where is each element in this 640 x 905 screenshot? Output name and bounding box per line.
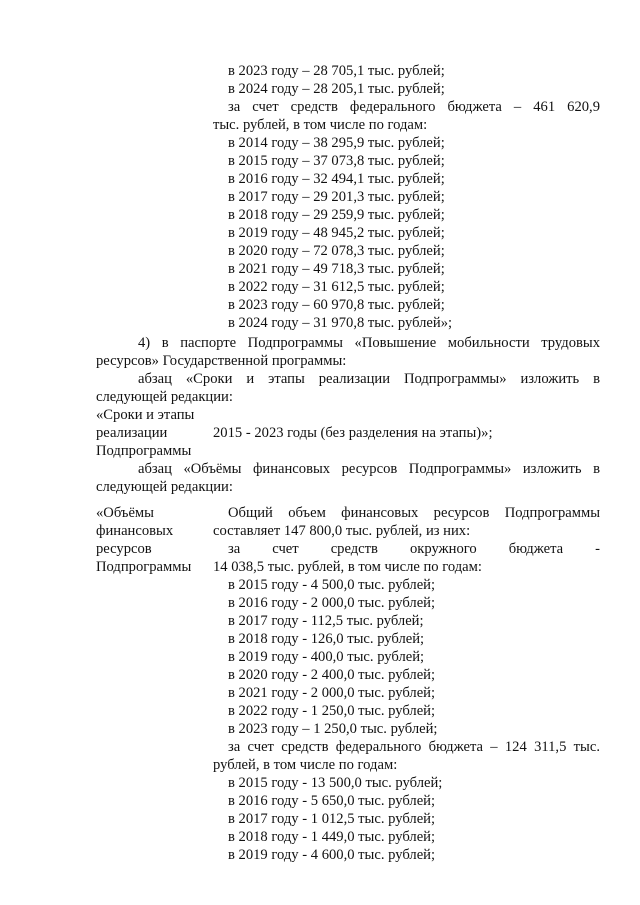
year-line: в 2015 году - 13 500,0 тыс. рублей;	[228, 775, 443, 791]
year-line: в 2017 году – 29 201,3 тыс. рублей;	[228, 189, 445, 205]
year-line: в 2021 году - 2 000,0 тыс. рублей;	[228, 685, 436, 701]
volumes-label: ресурсов	[96, 541, 152, 557]
terms-value: 2015 - 2023 годы (без разделения на этапы)»;	[213, 425, 493, 441]
year-line: в 2024 году – 31 970,8 тыс. рублей»;	[228, 315, 453, 331]
volumes-label: Подпрограммы	[96, 559, 192, 575]
year-line: в 2017 году - 1 012,5 тыс. рублей;	[228, 811, 436, 827]
year-line: в 2016 году - 5 650,0 тыс. рублей;	[228, 793, 436, 809]
year-line: в 2018 году - 1 449,0 тыс. рублей;	[228, 829, 436, 845]
federal-budget-line: за счет средств федерального бюджета – 124 311,5 тыс.	[228, 739, 600, 755]
district-budget-line: 14 038,5 тыс. рублей, в том числе по годам:	[213, 559, 482, 575]
total-volume-line: Общий объем финансовых ресурсов Подпрограммы	[228, 505, 600, 521]
year-line: в 2018 году – 29 259,9 тыс. рублей;	[228, 207, 445, 223]
year-line: в 2015 году - 4 500,0 тыс. рублей;	[228, 577, 436, 593]
paragraph-terms: абзац «Сроки и этапы реализации Подпрограммы» изложить в	[138, 371, 600, 387]
year-line: в 2020 году - 2 400,0 тыс. рублей;	[228, 667, 436, 683]
district-budget-line: за счет средств окружного бюджета -	[228, 541, 600, 557]
paragraph-volumes: следующей редакции:	[96, 479, 233, 495]
year-line: в 2022 году – 31 612,5 тыс. рублей;	[228, 279, 445, 295]
paragraph-terms: следующей редакции:	[96, 389, 233, 405]
year-line: в 2020 году – 72 078,3 тыс. рублей;	[228, 243, 445, 259]
year-line: в 2019 году – 48 945,2 тыс. рублей;	[228, 225, 445, 241]
federal-budget-line: рублей, в том числе по годам:	[213, 757, 398, 773]
year-line: в 2018 году - 126,0 тыс. рублей;	[228, 631, 425, 647]
paragraph-volumes: абзац «Объёмы финансовых ресурсов Подпрограммы» изложить в	[138, 461, 600, 477]
year-line: в 2019 году - 400,0 тыс. рублей;	[228, 649, 425, 665]
volumes-label: финансовых	[96, 523, 174, 539]
terms-label: реализации	[96, 425, 168, 441]
year-line: в 2023 году – 28 705,1 тыс. рублей;	[228, 63, 445, 79]
item-4-heading: ресурсов» Государственной программы:	[96, 353, 347, 369]
year-line: в 2023 году – 1 250,0 тыс. рублей;	[228, 721, 438, 737]
volumes-label: «Объёмы	[96, 505, 154, 521]
year-line: в 2016 году - 2 000,0 тыс. рублей;	[228, 595, 436, 611]
item-4-heading: 4) в паспорте Подпрограммы «Повышение мобильности трудовых	[138, 335, 600, 351]
year-line: в 2014 году – 38 295,9 тыс. рублей;	[228, 135, 445, 151]
year-line: в 2017 году - 112,5 тыс. рублей;	[228, 613, 424, 629]
year-line: в 2019 году - 4 600,0 тыс. рублей;	[228, 847, 436, 863]
total-volume-line: составляет 147 800,0 тыс. рублей, из них:	[213, 523, 471, 539]
year-line: в 2022 году - 1 250,0 тыс. рублей;	[228, 703, 436, 719]
terms-label: Подпрограммы	[96, 443, 192, 459]
year-line: в 2023 году – 60 970,8 тыс. рублей;	[228, 297, 445, 313]
year-line: в 2024 году – 28 205,1 тыс. рублей;	[228, 81, 445, 97]
federal-budget-line: за счет средств федерального бюджета – 461 620,9	[228, 99, 600, 115]
year-line: в 2021 году – 49 718,3 тыс. рублей;	[228, 261, 445, 277]
federal-budget-line: тыс. рублей, в том числе по годам:	[213, 117, 428, 133]
year-line: в 2015 году – 37 073,8 тыс. рублей;	[228, 153, 445, 169]
terms-label: «Сроки и этапы	[96, 407, 195, 423]
year-line: в 2016 году – 32 494,1 тыс. рублей;	[228, 171, 445, 187]
